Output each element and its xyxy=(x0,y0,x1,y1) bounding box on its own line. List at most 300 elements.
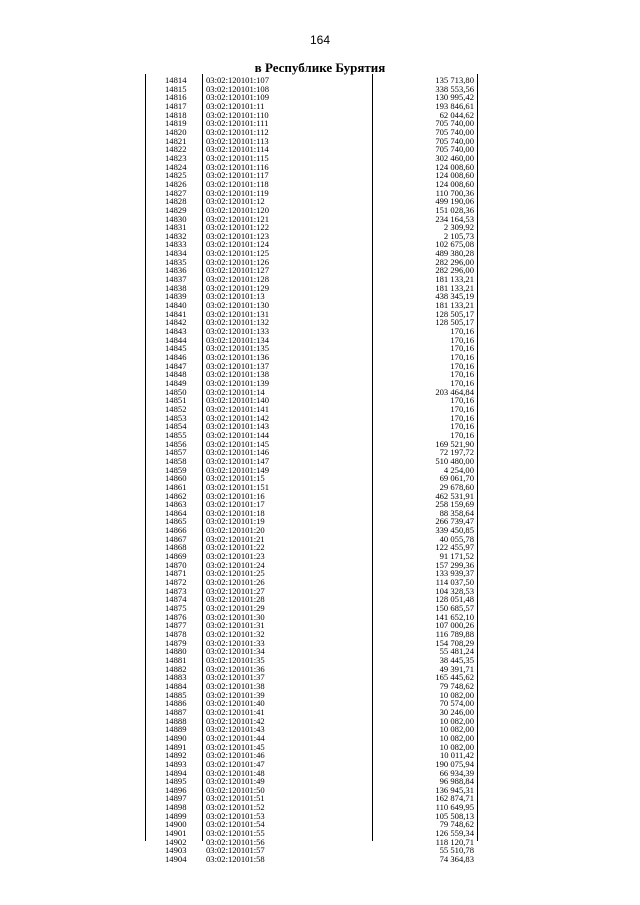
cadastral-value: 282 296,00 xyxy=(435,265,474,276)
row-number: 14866 xyxy=(165,525,187,536)
cadastral-number: 03:02:120101:37 xyxy=(206,672,265,683)
cadastral-number: 03:02:120101:18 xyxy=(206,507,265,518)
row-number: 14822 xyxy=(165,144,187,155)
table-row xyxy=(145,743,478,752)
cadastral-value: 10 082,00 xyxy=(439,689,474,700)
cadastral-number: 03:02:120101:32 xyxy=(206,629,265,639)
table-row xyxy=(145,240,478,249)
table-row xyxy=(145,855,478,864)
table-row xyxy=(145,699,478,708)
row-number: 14840 xyxy=(165,300,187,311)
cadastral-number: 03:02:120101:23 xyxy=(206,551,265,562)
cadastral-number: 03:02:120101:116 xyxy=(206,161,269,172)
cadastral-value: 66 934,39 xyxy=(439,767,474,778)
row-number: 14864 xyxy=(165,507,187,518)
row-number: 14836 xyxy=(165,265,187,276)
table-row xyxy=(145,137,478,146)
table-row xyxy=(145,786,478,795)
table-row xyxy=(145,751,478,760)
cadastral-value: 10 082,00 xyxy=(439,732,474,743)
cadastral-value: 79 748,62 xyxy=(439,819,474,830)
cadastral-number: 03:02:120101:131 xyxy=(206,308,270,319)
row-number: 14900 xyxy=(165,819,187,830)
table-row xyxy=(145,379,478,388)
row-number: 14817 xyxy=(165,100,187,111)
cadastral-number: 03:02:120101:135 xyxy=(206,343,270,354)
table-row xyxy=(145,85,478,94)
cadastral-number: 03:02:120101:30 xyxy=(206,611,265,622)
cadastral-number: 03:02:120101:52 xyxy=(206,802,265,813)
row-number: 14895 xyxy=(165,776,187,787)
cadastral-value: 91 171,52 xyxy=(439,551,474,562)
cadastral-number: 03:02:120101:140 xyxy=(206,395,270,406)
cadastral-number: 03:02:120101:12 xyxy=(206,196,265,207)
table-row xyxy=(145,682,478,691)
row-number: 14898 xyxy=(165,802,187,813)
cadastral-number: 03:02:120101:149 xyxy=(206,464,270,475)
row-number: 14889 xyxy=(165,724,187,735)
cadastral-number: 03:02:120101:54 xyxy=(206,819,265,830)
row-number: 14846 xyxy=(165,352,187,362)
cadastral-value: 124 008,60 xyxy=(435,161,474,172)
row-number: 14827 xyxy=(165,187,187,198)
table-row xyxy=(145,561,478,570)
cadastral-value: 110 700,36 xyxy=(435,187,474,198)
cadastral-number: 03:02:120101:133 xyxy=(206,326,270,337)
table-row xyxy=(145,344,478,353)
cadastral-value: 10 082,00 xyxy=(439,724,474,735)
cadastral-number: 03:02:120101:119 xyxy=(206,187,269,198)
row-number: 14830 xyxy=(165,213,187,224)
cadastral-value: 104 328,53 xyxy=(435,585,474,596)
cadastral-number: 03:02:120101:47 xyxy=(206,758,265,769)
table-row xyxy=(145,102,478,111)
cadastral-number: 03:02:120101:129 xyxy=(206,282,270,293)
row-number: 14841 xyxy=(165,308,187,319)
table-row xyxy=(145,318,478,327)
row-number: 14877 xyxy=(165,620,187,631)
table-row xyxy=(145,517,478,526)
cadastral-value: 705 740,00 xyxy=(435,118,474,129)
table-row xyxy=(145,665,478,674)
cadastral-number: 03:02:120101:25 xyxy=(206,568,265,579)
row-number: 14847 xyxy=(165,360,187,371)
cadastral-value: 489 380,28 xyxy=(435,248,474,259)
row-number: 14835 xyxy=(165,256,187,267)
cadastral-value: 190 075,94 xyxy=(435,758,474,769)
page-number: 164 xyxy=(309,33,331,47)
cadastral-value-table xyxy=(145,74,478,865)
cadastral-value: 49 391,71 xyxy=(439,663,474,674)
cadastral-value: 170,16 xyxy=(450,403,474,414)
row-number: 14842 xyxy=(165,317,187,328)
table-row xyxy=(145,769,478,778)
cadastral-value: 170,16 xyxy=(450,421,474,432)
cadastral-value: 170,16 xyxy=(450,360,474,371)
cadastral-number: 03:02:120101:151 xyxy=(206,481,270,492)
table-row xyxy=(145,734,478,743)
cadastral-value: 438 345,19 xyxy=(435,291,474,302)
cadastral-number: 03:02:120101:141 xyxy=(206,403,270,414)
row-number: 14899 xyxy=(165,810,187,821)
cadastral-number: 03:02:120101:115 xyxy=(206,152,269,163)
cadastral-value: 181 133,21 xyxy=(435,282,474,293)
row-number: 14869 xyxy=(165,551,187,562)
row-number: 14901 xyxy=(165,828,187,839)
row-number: 14814 xyxy=(165,75,187,85)
table-row xyxy=(145,500,478,509)
cadastral-value: 165 445,62 xyxy=(435,672,474,683)
cadastral-number: 03:02:120101:16 xyxy=(206,490,265,501)
table-row xyxy=(145,812,478,821)
table-row xyxy=(145,249,478,258)
cadastral-number: 03:02:120101:39 xyxy=(206,689,265,700)
cadastral-number: 03:02:120101:44 xyxy=(206,732,265,743)
cadastral-value: 141 652,10 xyxy=(435,611,474,622)
cadastral-value: 499 190,06 xyxy=(435,196,474,207)
cadastral-number: 03:02:120101:122 xyxy=(206,222,270,233)
cadastral-value: 10 011,42 xyxy=(439,750,474,761)
cadastral-number: 03:02:120101:55 xyxy=(206,828,265,839)
cadastral-value: 154 708,29 xyxy=(435,637,474,648)
table-row xyxy=(145,197,478,206)
row-number: 14851 xyxy=(165,395,187,406)
cadastral-number: 03:02:120101:49 xyxy=(206,776,265,787)
table-row xyxy=(145,189,478,198)
cadastral-value: 170,16 xyxy=(450,343,474,354)
row-number: 14859 xyxy=(165,464,187,475)
cadastral-value: 136 945,31 xyxy=(435,784,474,795)
table-row xyxy=(145,846,478,855)
cadastral-number: 03:02:120101:53 xyxy=(206,810,265,821)
cadastral-value: 282 296,00 xyxy=(435,256,474,267)
row-number: 14867 xyxy=(165,533,187,544)
cadastral-value: 128 051,48 xyxy=(435,594,474,605)
cadastral-number: 03:02:120101:26 xyxy=(206,577,265,588)
table-row xyxy=(145,448,478,457)
cadastral-number: 03:02:120101:24 xyxy=(206,559,265,570)
table-row xyxy=(145,266,478,275)
row-number: 14874 xyxy=(165,594,187,605)
table-row xyxy=(145,552,478,561)
cadastral-value: 150 685,57 xyxy=(435,603,474,614)
cadastral-value: 2 105,73 xyxy=(443,230,474,241)
table-row xyxy=(145,630,478,639)
cadastral-value: 124 008,60 xyxy=(435,170,474,181)
row-number: 14893 xyxy=(165,758,187,769)
cadastral-number: 03:02:120101:34 xyxy=(206,646,265,657)
cadastral-number: 03:02:120101:147 xyxy=(206,455,270,466)
row-number: 14839 xyxy=(165,291,187,302)
cadastral-number: 03:02:120101:14 xyxy=(206,386,265,397)
cadastral-number: 03:02:120101:112 xyxy=(206,126,269,137)
table-row xyxy=(145,431,478,440)
table-row xyxy=(145,336,478,345)
table-row xyxy=(145,353,478,362)
table-row xyxy=(145,163,478,172)
row-number: 14855 xyxy=(165,429,187,440)
cadastral-number: 03:02:120101:110 xyxy=(206,109,269,120)
table-row xyxy=(145,535,478,544)
row-number: 14852 xyxy=(165,403,187,414)
cadastral-value: 10 082,00 xyxy=(439,741,474,752)
cadastral-number: 03:02:120101:42 xyxy=(206,715,265,726)
cadastral-number: 03:02:120101:132 xyxy=(206,317,270,328)
table-row xyxy=(145,327,478,336)
table-row xyxy=(145,119,478,128)
row-number: 14825 xyxy=(165,170,187,181)
cadastral-value: 107 000,26 xyxy=(435,620,474,631)
cadastral-value: 234 164,53 xyxy=(435,213,474,224)
table-row xyxy=(145,145,478,154)
cadastral-value: 128 505,17 xyxy=(435,317,474,328)
row-number: 14853 xyxy=(165,412,187,423)
cadastral-value: 705 740,00 xyxy=(435,135,474,146)
cadastral-number: 03:02:120101:136 xyxy=(206,352,270,362)
row-number: 14845 xyxy=(165,343,187,354)
cadastral-number: 03:02:120101:41 xyxy=(206,706,265,717)
cadastral-value: 79 748,62 xyxy=(439,680,474,691)
cadastral-number: 03:02:120101:29 xyxy=(206,603,265,614)
row-number: 14891 xyxy=(165,741,187,752)
cadastral-value: 151 028,36 xyxy=(435,204,474,215)
table-row xyxy=(145,613,478,622)
cadastral-value: 124 008,60 xyxy=(435,178,474,189)
cadastral-number: 03:02:120101:108 xyxy=(206,83,270,94)
cadastral-number: 03:02:120101:123 xyxy=(206,230,270,241)
cadastral-number: 03:02:120101:143 xyxy=(206,421,270,432)
cadastral-value: 258 159,69 xyxy=(435,499,474,510)
table-row xyxy=(145,396,478,405)
cadastral-number: 03:02:120101:144 xyxy=(206,429,270,440)
row-number: 14850 xyxy=(165,386,187,397)
cadastral-value: 102 675,08 xyxy=(435,239,474,250)
row-number: 14879 xyxy=(165,637,187,648)
row-number: 14881 xyxy=(165,654,187,665)
cadastral-value: 130 995,42 xyxy=(435,92,474,103)
row-number: 14816 xyxy=(165,92,187,103)
row-number: 14831 xyxy=(165,222,187,233)
cadastral-number: 03:02:120101:120 xyxy=(206,204,270,215)
cadastral-value: 462 531,91 xyxy=(435,490,474,501)
cadastral-number: 03:02:120101:11 xyxy=(206,100,265,111)
cadastral-number: 03:02:120101:20 xyxy=(206,525,265,536)
cadastral-number: 03:02:120101:126 xyxy=(206,256,270,267)
table-row xyxy=(145,292,478,301)
table-row xyxy=(145,128,478,137)
row-number: 14892 xyxy=(165,750,187,761)
cadastral-number: 03:02:120101:15 xyxy=(206,473,265,484)
cadastral-value: 338 553,56 xyxy=(435,83,474,94)
row-number: 14863 xyxy=(165,499,187,510)
table-row xyxy=(145,820,478,829)
table-row xyxy=(145,93,478,102)
cadastral-number: 03:02:120101:40 xyxy=(206,698,265,709)
table-row xyxy=(145,362,478,371)
cadastral-number: 03:02:120101:125 xyxy=(206,248,270,259)
cadastral-value: 203 464,84 xyxy=(435,386,474,397)
cadastral-value: 110 649,95 xyxy=(435,802,474,813)
cadastral-number: 03:02:120101:27 xyxy=(206,585,265,596)
row-number: 14882 xyxy=(165,663,187,674)
cadastral-value: 38 445,35 xyxy=(439,654,474,665)
cadastral-number: 03:02:120101:130 xyxy=(206,300,270,311)
row-number: 14832 xyxy=(165,230,187,241)
table-row xyxy=(145,794,478,803)
row-number: 14870 xyxy=(165,559,187,570)
cadastral-value: 266 739,47 xyxy=(435,516,474,527)
row-number: 14820 xyxy=(165,126,187,137)
row-number: 14904 xyxy=(165,854,187,865)
cadastral-value: 62 044,62 xyxy=(439,109,474,120)
cadastral-value: 170,16 xyxy=(450,334,474,345)
cadastral-number: 03:02:120101:117 xyxy=(206,170,269,181)
row-number: 14815 xyxy=(165,83,187,94)
table-row xyxy=(145,760,478,769)
cadastral-value: 55 481,24 xyxy=(439,646,474,657)
table-row xyxy=(145,154,478,163)
cadastral-value: 30 246,00 xyxy=(439,706,474,717)
table-row xyxy=(145,595,478,604)
table-row xyxy=(145,111,478,120)
cadastral-value: 40 055,78 xyxy=(439,533,474,544)
cadastral-value: 96 988,84 xyxy=(439,776,474,787)
cadastral-number: 03:02:120101:19 xyxy=(206,516,265,527)
cadastral-value: 169 521,90 xyxy=(435,438,474,449)
row-number: 14843 xyxy=(165,326,187,337)
row-number: 14824 xyxy=(165,161,187,172)
cadastral-value: 72 197,72 xyxy=(439,447,474,458)
table-row xyxy=(145,578,478,587)
cadastral-number: 03:02:120101:121 xyxy=(206,213,270,224)
cadastral-number: 03:02:120101:46 xyxy=(206,750,265,761)
cadastral-number: 03:02:120101:118 xyxy=(206,178,269,189)
cadastral-number: 03:02:120101:56 xyxy=(206,836,265,847)
table-row xyxy=(145,587,478,596)
table-row xyxy=(145,223,478,232)
table-row xyxy=(145,215,478,224)
table-row xyxy=(145,414,478,423)
cadastral-number: 03:02:120101:45 xyxy=(206,741,265,752)
cadastral-value: 116 789,88 xyxy=(435,629,474,639)
row-number: 14873 xyxy=(165,585,187,596)
table-row xyxy=(145,838,478,847)
table-row xyxy=(145,725,478,734)
cadastral-value: 170,16 xyxy=(450,377,474,388)
cadastral-number: 03:02:120101:127 xyxy=(206,265,270,276)
cadastral-value: 705 740,00 xyxy=(435,126,474,137)
row-number: 14821 xyxy=(165,135,187,146)
cadastral-value: 157 299,36 xyxy=(435,559,474,570)
table-row xyxy=(145,647,478,656)
row-number: 14868 xyxy=(165,542,187,553)
row-number: 14865 xyxy=(165,516,187,527)
row-number: 14894 xyxy=(165,767,187,778)
row-number: 14856 xyxy=(165,438,187,449)
table-row xyxy=(145,621,478,630)
cadastral-value: 118 120,71 xyxy=(435,836,474,847)
cadastral-number: 03:02:120101:28 xyxy=(206,594,265,605)
table-row xyxy=(145,691,478,700)
table-row xyxy=(145,569,478,578)
cadastral-value: 170,16 xyxy=(450,352,474,362)
table-row xyxy=(145,422,478,431)
cadastral-value: 133 939,37 xyxy=(435,568,474,579)
row-number: 14871 xyxy=(165,568,187,579)
cadastral-number: 03:02:120101:38 xyxy=(206,680,265,691)
cadastral-number: 03:02:120101:109 xyxy=(206,92,270,103)
table-row xyxy=(145,76,478,85)
cadastral-value: 2 309,92 xyxy=(443,222,474,233)
cadastral-number: 03:02:120101:57 xyxy=(206,845,265,856)
row-number: 14903 xyxy=(165,845,187,856)
table-row xyxy=(145,301,478,310)
row-number: 14875 xyxy=(165,603,187,614)
row-number: 14886 xyxy=(165,698,187,709)
cadastral-number: 03:02:120101:17 xyxy=(206,499,265,510)
table-row xyxy=(145,656,478,665)
table-row xyxy=(145,310,478,319)
table-row xyxy=(145,284,478,293)
cadastral-number: 03:02:120101:114 xyxy=(206,144,269,155)
row-number: 14858 xyxy=(165,455,187,466)
table-row xyxy=(145,171,478,180)
cadastral-number: 03:02:120101:21 xyxy=(206,533,265,544)
row-number: 14833 xyxy=(165,239,187,250)
table-row xyxy=(145,543,478,552)
table-row xyxy=(145,180,478,189)
cadastral-number: 03:02:120101:36 xyxy=(206,663,265,674)
table-row xyxy=(145,466,478,475)
table-row xyxy=(145,717,478,726)
table-row xyxy=(145,405,478,414)
cadastral-number: 03:02:120101:31 xyxy=(206,620,265,631)
cadastral-value: 126 559,34 xyxy=(435,828,474,839)
cadastral-number: 03:02:120101:113 xyxy=(206,135,269,146)
cadastral-value: 510 480,00 xyxy=(435,455,474,466)
cadastral-value: 10 082,00 xyxy=(439,715,474,726)
cadastral-value: 170,16 xyxy=(450,412,474,423)
row-number: 14849 xyxy=(165,377,187,388)
table-body xyxy=(145,76,478,864)
table-row xyxy=(145,526,478,535)
cadastral-number: 03:02:120101:58 xyxy=(206,854,265,865)
row-number: 14872 xyxy=(165,577,187,588)
cadastral-number: 03:02:120101:48 xyxy=(206,767,265,778)
row-number: 14862 xyxy=(165,490,187,501)
cadastral-value: 135 713,80 xyxy=(435,75,474,85)
cadastral-value: 193 846,61 xyxy=(435,100,474,111)
row-number: 14878 xyxy=(165,629,187,639)
table-row xyxy=(145,258,478,267)
cadastral-number: 03:02:120101:111 xyxy=(206,118,269,129)
row-number: 14826 xyxy=(165,178,187,189)
table-row xyxy=(145,777,478,786)
row-number: 14838 xyxy=(165,282,187,293)
cadastral-number: 03:02:120101:134 xyxy=(206,334,270,345)
row-number: 14844 xyxy=(165,334,187,345)
cadastral-number: 03:02:120101:50 xyxy=(206,784,265,795)
cadastral-number: 03:02:120101:22 xyxy=(206,542,265,553)
table-row xyxy=(145,604,478,613)
row-number: 14860 xyxy=(165,473,187,484)
row-number: 14876 xyxy=(165,611,187,622)
cadastral-number: 03:02:120101:146 xyxy=(206,447,270,458)
cadastral-number: 03:02:120101:139 xyxy=(206,377,270,388)
cadastral-value: 170,16 xyxy=(450,395,474,406)
row-number: 14829 xyxy=(165,204,187,215)
cadastral-value: 181 133,21 xyxy=(435,274,474,285)
